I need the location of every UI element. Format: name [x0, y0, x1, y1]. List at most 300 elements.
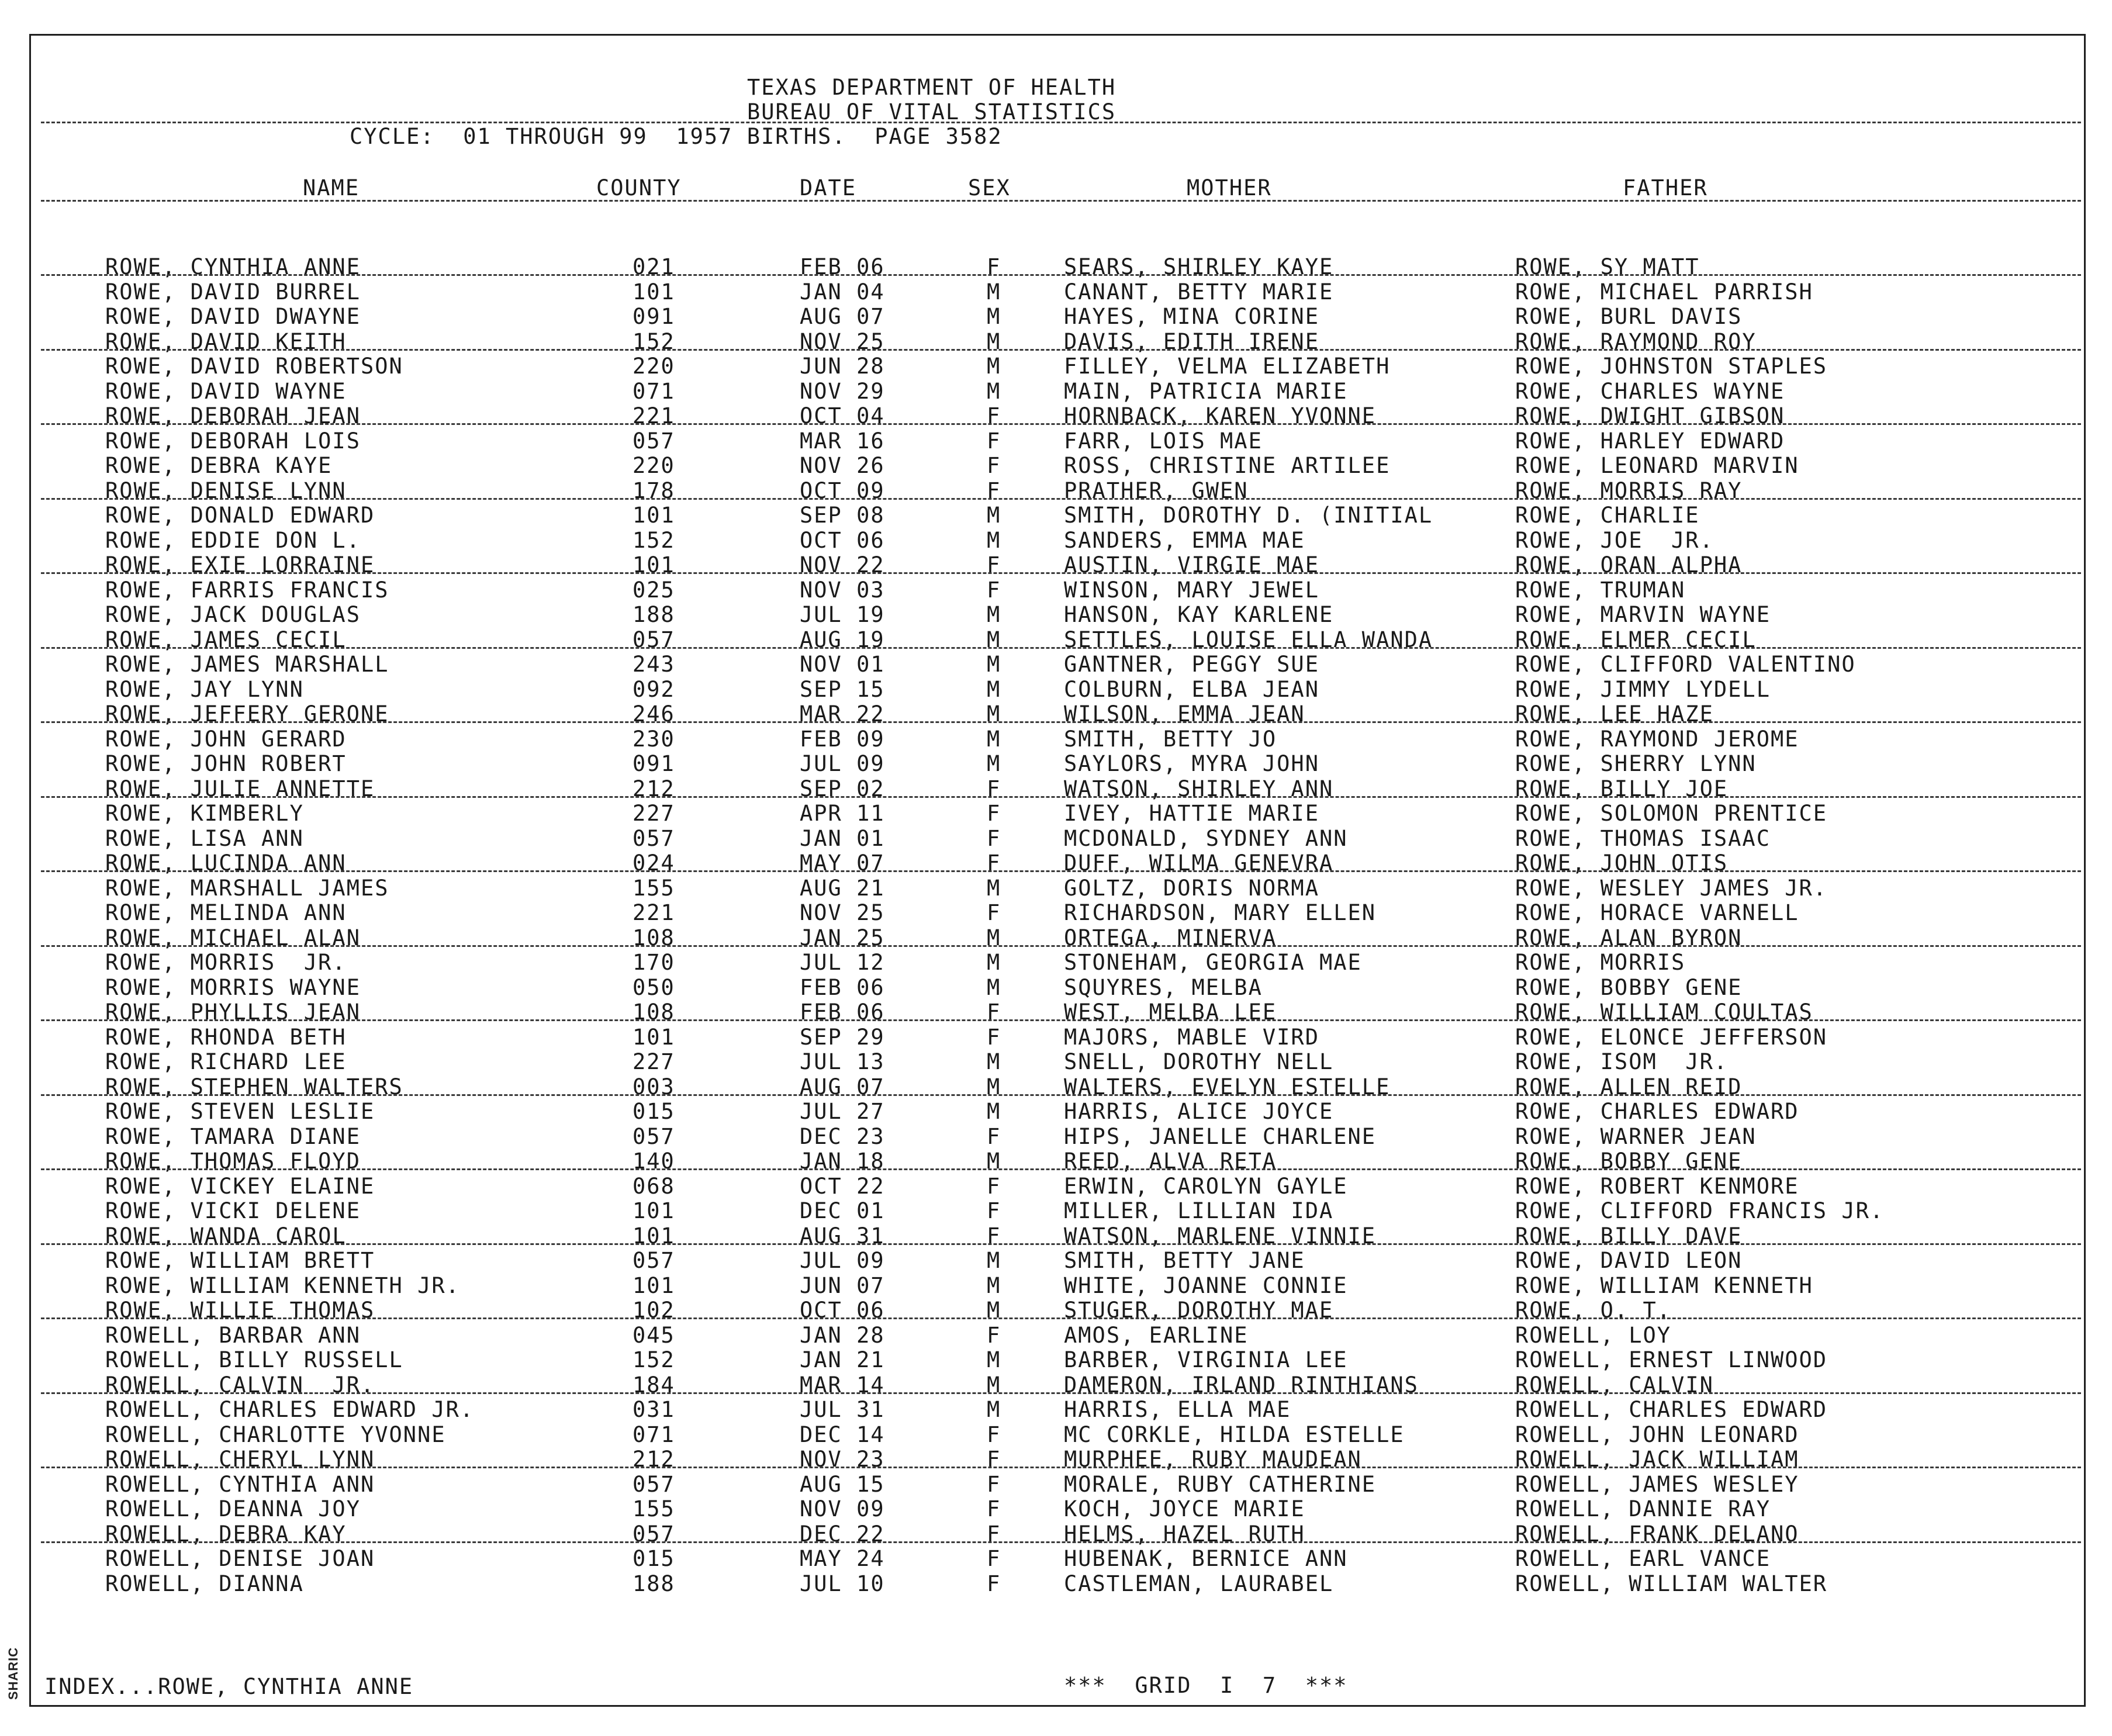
table-row	[0, 1572, 2112, 1596]
table-row	[0, 603, 2112, 627]
cell-county: 220	[632, 354, 675, 379]
cell-county: 155	[632, 876, 675, 901]
cell-sex: F	[987, 1546, 1001, 1571]
cell-mother: HUBENAK, BERNICE ANN	[1064, 1546, 1348, 1571]
cell-mother: MORALE, RUBY CATHERINE	[1064, 1472, 1377, 1497]
cell-sex: F	[987, 1025, 1001, 1050]
cell-date: NOV 22	[800, 552, 885, 577]
cell-name: ROWELL, DIANNA	[105, 1571, 304, 1596]
cell-mother: MURPHEE, RUBY MAUDEAN	[1064, 1447, 1362, 1472]
cell-mother: HARRIS, ALICE JOYCE	[1064, 1099, 1334, 1124]
cell-date: JAN 04	[800, 279, 885, 305]
cell-mother: HIPS, JANELLE CHARLENE	[1064, 1124, 1377, 1149]
cell-name: ROWE, JACK DOUGLAS	[105, 602, 361, 627]
table-row	[0, 429, 2112, 454]
cell-date: APR 11	[800, 801, 885, 826]
cell-sex: M	[987, 652, 1001, 677]
cell-father: ROWE, WILLIAM COULTAS	[1515, 1000, 1813, 1025]
cell-date: JUN 07	[800, 1273, 885, 1298]
cell-father: ROWE, MORRIS RAY	[1515, 478, 1743, 503]
cell-county: 170	[632, 950, 675, 975]
cell-sex: F	[987, 1198, 1001, 1223]
cell-father: ROWE, WILLIAM KENNETH	[1515, 1273, 1813, 1298]
row-group-divider	[41, 1243, 2081, 1245]
cell-county: 221	[632, 403, 675, 428]
cell-sex: M	[987, 627, 1001, 652]
cell-father: ROWE, CHARLES WAYNE	[1515, 379, 1785, 404]
row-group-divider	[41, 1392, 2081, 1394]
cell-mother: DAMERON, IRLAND RINTHIANS	[1064, 1372, 1419, 1398]
cell-date: NOV 03	[800, 577, 885, 603]
cell-father: ROWE, O. T.	[1515, 1298, 1672, 1323]
cell-mother: KOCH, JOYCE MARIE	[1064, 1496, 1305, 1521]
row-group-divider	[41, 796, 2081, 798]
cell-sex: M	[987, 727, 1001, 752]
footer-grid: *** GRID I 7 ***	[1064, 1673, 1348, 1698]
cell-county: 246	[632, 701, 675, 727]
table-row	[0, 1398, 2112, 1422]
cell-sex: F	[987, 1174, 1001, 1199]
cell-father: ROWELL, JACK WILLIAM	[1515, 1447, 1799, 1472]
cell-date: JUL 12	[800, 950, 885, 975]
cell-father: ROWE, JOHNSTON STAPLES	[1515, 354, 1828, 379]
cell-date: FEB 06	[800, 1000, 885, 1025]
cell-sex: M	[987, 304, 1001, 329]
column-header-sex: SEX	[968, 175, 1011, 200]
cell-father: ROWE, CHARLIE	[1515, 503, 1700, 528]
cell-mother: IVEY, HATTIE MARIE	[1064, 801, 1319, 826]
cell-county: 101	[632, 1223, 675, 1249]
cell-date: MAR 22	[800, 701, 885, 727]
cell-name: ROWE, DAVID ROBERTSON	[105, 354, 403, 379]
cell-father: ROWE, ELMER CECIL	[1515, 627, 1757, 652]
cell-county: 031	[632, 1397, 675, 1422]
cell-sex: F	[987, 1000, 1001, 1025]
table-row	[0, 280, 2112, 305]
cell-county: 152	[632, 1347, 675, 1372]
cell-sex: F	[987, 776, 1001, 801]
cell-sex: M	[987, 1099, 1001, 1124]
cell-county: 212	[632, 776, 675, 801]
cell-mother: HAYES, MINA CORINE	[1064, 304, 1319, 329]
cell-father: ROWE, CLIFFORD FRANCIS JR.	[1515, 1198, 1885, 1223]
cell-mother: WATSON, MARLENE VINNIE	[1064, 1223, 1377, 1249]
cell-name: ROWELL, BARBAR ANN	[105, 1323, 361, 1348]
cell-date: NOV 23	[800, 1447, 885, 1472]
cell-county: 140	[632, 1149, 675, 1174]
cell-father: ROWE, SOLOMON PRENTICE	[1515, 801, 1828, 826]
cell-county: 057	[632, 1521, 675, 1547]
cell-date: SEP 02	[800, 776, 885, 801]
cell-sex: M	[987, 701, 1001, 727]
cell-county: 057	[632, 1472, 675, 1497]
table-row	[0, 950, 2112, 975]
cell-county: 057	[632, 627, 675, 652]
cell-father: ROWE, ORAN ALPHA	[1515, 552, 1743, 577]
cell-date: NOV 29	[800, 379, 885, 404]
cell-name: ROWE, JOHN ROBERT	[105, 751, 347, 776]
cell-county: 050	[632, 975, 675, 1000]
cell-father: ROWELL, EARL VANCE	[1515, 1546, 1771, 1571]
cell-sex: F	[987, 552, 1001, 577]
table-row	[0, 379, 2112, 404]
cell-date: JUL 27	[800, 1099, 885, 1124]
cell-date: JAN 25	[800, 925, 885, 950]
cell-name: ROWE, WILLIAM BRETT	[105, 1248, 375, 1273]
cell-name: ROWE, MORRIS WAYNE	[105, 975, 361, 1000]
cell-county: 057	[632, 826, 675, 851]
table-row	[0, 1323, 2112, 1348]
cell-county: 227	[632, 1049, 675, 1074]
column-header-county: COUNTY	[596, 175, 682, 200]
cell-mother: ORTEGA, MINERVA	[1064, 925, 1277, 950]
side-stamp	[2, 1648, 26, 1701]
table-row	[0, 976, 2112, 1000]
cell-sex: M	[987, 379, 1001, 404]
table-row	[0, 901, 2112, 925]
cell-mother: GANTNER, PEGGY SUE	[1064, 652, 1319, 677]
cell-sex: F	[987, 1223, 1001, 1249]
cell-father: ROWELL, JAMES WESLEY	[1515, 1472, 1799, 1497]
cell-father: ROWE, BOBBY GENE	[1515, 1149, 1743, 1174]
cell-sex: M	[987, 602, 1001, 627]
cell-father: ROWE, WARNER JEAN	[1515, 1124, 1757, 1149]
cell-father: ROWELL, FRANK DELANO	[1515, 1521, 1799, 1547]
cell-sex: M	[987, 354, 1001, 379]
cell-father: ROWE, RAYMOND JEROME	[1515, 727, 1799, 752]
cell-name: ROWE, RHONDA BETH	[105, 1025, 347, 1050]
row-group-divider	[41, 1317, 2081, 1319]
cell-name: ROWELL, BILLY RUSSELL	[105, 1347, 403, 1372]
cell-father: ROWE, RAYMOND ROY	[1515, 329, 1757, 354]
row-group-divider	[41, 498, 2081, 500]
cell-name: ROWE, MICHAEL ALAN	[105, 925, 361, 950]
cell-date: JUL 31	[800, 1397, 885, 1422]
footer-index: INDEX...ROWE, CYNTHIA ANNE	[44, 1674, 414, 1699]
cell-mother: WILSON, EMMA JEAN	[1064, 701, 1305, 727]
row-group-divider	[41, 1019, 2081, 1021]
column-header-divider	[41, 200, 2081, 202]
cell-name: ROWE, WILLIAM KENNETH JR.	[105, 1273, 460, 1298]
table-row	[0, 677, 2112, 702]
cell-mother: WATSON, SHIRLEY ANN	[1064, 776, 1334, 801]
table-row	[0, 1050, 2112, 1074]
cell-mother: FARR, LOIS MAE	[1064, 428, 1263, 454]
table-row	[0, 826, 2112, 851]
cell-father: ROWE, JOHN OTIS	[1515, 850, 1729, 876]
cell-father: ROWE, MICHAEL PARRISH	[1515, 279, 1813, 305]
cell-name: ROWE, EDDIE DON L.	[105, 528, 361, 553]
cell-father: ROWE, ALLEN REID	[1515, 1074, 1743, 1099]
cell-county: 101	[632, 503, 675, 528]
cell-father: ROWELL, CALVIN	[1515, 1372, 1714, 1398]
table-row	[0, 1199, 2112, 1223]
cell-name: ROWE, DAVID WAYNE	[105, 379, 347, 404]
cell-mother: COLBURN, ELBA JEAN	[1064, 677, 1319, 702]
row-group-divider	[41, 572, 2081, 574]
cell-date: NOV 09	[800, 1496, 885, 1521]
cell-date: AUG 31	[800, 1223, 885, 1249]
cell-county: 071	[632, 379, 675, 404]
cell-sex: M	[987, 329, 1001, 354]
cell-mother: SMITH, DOROTHY D. (INITIAL	[1064, 503, 1433, 528]
cell-date: JUL 13	[800, 1049, 885, 1074]
cell-date: JAN 21	[800, 1347, 885, 1372]
cell-sex: F	[987, 1447, 1001, 1472]
cell-father: ROWELL, LOY	[1515, 1323, 1672, 1348]
cell-sex: F	[987, 1571, 1001, 1596]
cell-county: 091	[632, 751, 675, 776]
cell-name: ROWE, JAMES CECIL	[105, 627, 347, 652]
cell-father: ROWE, JIMMY LYDELL	[1515, 677, 1771, 702]
cell-sex: M	[987, 751, 1001, 776]
cell-date: MAR 14	[800, 1372, 885, 1398]
cell-sex: F	[987, 453, 1001, 478]
row-group-divider	[41, 721, 2081, 723]
cell-sex: M	[987, 975, 1001, 1000]
table-row	[0, 1348, 2112, 1372]
cell-mother: ROSS, CHRISTINE ARTILEE	[1064, 453, 1391, 478]
header-title: TEXAS DEPARTMENT OF HEALTH	[747, 75, 1117, 100]
cell-father: ROWE, ELONCE JEFFERSON	[1515, 1025, 1828, 1050]
cell-county: 108	[632, 925, 675, 950]
cell-father: ROWE, JOE JR.	[1515, 528, 1714, 553]
cell-mother: FILLEY, VELMA ELIZABETH	[1064, 354, 1391, 379]
cell-mother: WHITE, JOANNE CONNIE	[1064, 1273, 1348, 1298]
table-row	[0, 578, 2112, 603]
cell-mother: STONEHAM, GEORGIA MAE	[1064, 950, 1362, 975]
cell-father: ROWE, LEE HAZE	[1515, 701, 1714, 727]
cell-date: FEB 06	[800, 254, 885, 279]
cell-date: DEC 14	[800, 1422, 885, 1447]
cell-father: ROWE, MORRIS	[1515, 950, 1686, 975]
cell-name: ROWELL, DEBRA KAY	[105, 1521, 347, 1547]
table-row	[0, 652, 2112, 677]
row-group-divider	[41, 647, 2081, 649]
table-row	[0, 1174, 2112, 1199]
cell-date: JAN 18	[800, 1149, 885, 1174]
cell-name: ROWE, STEPHEN WALTERS	[105, 1074, 403, 1099]
cell-date: MAY 24	[800, 1546, 885, 1571]
cell-name: ROWE, MARSHALL JAMES	[105, 876, 389, 901]
table-row	[0, 1099, 2112, 1124]
cell-date: MAY 07	[800, 850, 885, 876]
cell-mother: SMITH, BETTY JO	[1064, 727, 1277, 752]
cell-name: ROWE, MELINDA ANN	[105, 900, 347, 925]
cell-county: 092	[632, 677, 675, 702]
cell-date: MAR 16	[800, 428, 885, 454]
cell-date: AUG 19	[800, 627, 885, 652]
cell-date: AUG 21	[800, 876, 885, 901]
cell-sex: F	[987, 254, 1001, 279]
table-row	[0, 1547, 2112, 1571]
cell-father: ROWE, MARVIN WAYNE	[1515, 602, 1771, 627]
cell-father: ROWE, BILLY JOE	[1515, 776, 1729, 801]
column-header-date: DATE	[800, 175, 857, 200]
cell-name: ROWE, DEBORAH LOIS	[105, 428, 361, 454]
cell-date: AUG 07	[800, 1074, 885, 1099]
cell-name: ROWE, JOHN GERARD	[105, 727, 347, 752]
cell-county: 091	[632, 304, 675, 329]
cell-father: ROWE, LEONARD MARVIN	[1515, 453, 1799, 478]
header-subtitle: BUREAU OF VITAL STATISTICS	[747, 99, 1117, 125]
table-row	[0, 1025, 2112, 1050]
cell-mother: HARRIS, ELLA MAE	[1064, 1397, 1291, 1422]
cell-county: 068	[632, 1174, 675, 1199]
records-table	[0, 255, 2112, 1599]
table-row	[0, 1472, 2112, 1497]
cell-sex: F	[987, 1422, 1001, 1447]
cell-mother: AMOS, EARLINE	[1064, 1323, 1249, 1348]
cell-name: ROWE, LISA ANN	[105, 826, 304, 851]
cell-sex: F	[987, 1472, 1001, 1497]
table-row	[0, 454, 2112, 478]
cell-date: JUN 28	[800, 354, 885, 379]
cell-date: NOV 25	[800, 900, 885, 925]
cell-father: ROWE, SHERRY LYNN	[1515, 751, 1757, 776]
cell-name: ROWELL, DEANNA JOY	[105, 1496, 361, 1521]
cell-name: ROWE, DAVID DWAYNE	[105, 304, 361, 329]
cell-mother: WINSON, MARY JEWEL	[1064, 577, 1319, 603]
cell-date: SEP 08	[800, 503, 885, 528]
cell-county: 152	[632, 329, 675, 354]
cell-date: JUL 19	[800, 602, 885, 627]
cell-mother: CASTLEMAN, LAURABEL	[1064, 1571, 1334, 1596]
cell-name: ROWE, PHYLLIS JEAN	[105, 1000, 361, 1025]
cell-date: AUG 15	[800, 1472, 885, 1497]
cell-father: ROWE, DAVID LEON	[1515, 1248, 1743, 1273]
cell-sex: F	[987, 1124, 1001, 1149]
cell-name: ROWE, THOMAS FLOYD	[105, 1149, 361, 1174]
cell-name: ROWE, DONALD EDWARD	[105, 503, 375, 528]
cell-sex: M	[987, 1049, 1001, 1074]
cell-date: OCT 06	[800, 528, 885, 553]
cell-father: ROWELL, JOHN LEONARD	[1515, 1422, 1799, 1447]
column-header-father: FATHER	[1623, 175, 1708, 200]
cell-county: 243	[632, 652, 675, 677]
table-row	[0, 1423, 2112, 1447]
cell-date: FEB 09	[800, 727, 885, 752]
cell-name: ROWE, DAVID KEITH	[105, 329, 347, 354]
cell-county: 178	[632, 478, 675, 503]
cell-sex: F	[987, 1521, 1001, 1547]
cell-mother: AUSTIN, VIRGIE MAE	[1064, 552, 1319, 577]
cell-father: ROWE, TRUMAN	[1515, 577, 1686, 603]
cell-mother: PRATHER, GWEN	[1064, 478, 1249, 503]
cell-name: ROWE, JAY LYNN	[105, 677, 304, 702]
cell-county: 212	[632, 1447, 675, 1472]
cell-county: 003	[632, 1074, 675, 1099]
cell-county: 071	[632, 1422, 675, 1447]
row-group-divider	[41, 945, 2081, 947]
cell-father: ROWE, CHARLES EDWARD	[1515, 1099, 1799, 1124]
cell-sex: F	[987, 478, 1001, 503]
cell-county: 101	[632, 552, 675, 577]
cell-county: 108	[632, 1000, 675, 1025]
column-header-mother: MOTHER	[1187, 175, 1272, 200]
table-row	[0, 1249, 2112, 1273]
row-group-divider	[41, 423, 2081, 425]
row-group-divider	[41, 1094, 2081, 1096]
cell-name: ROWE, RICHARD LEE	[105, 1049, 347, 1074]
cell-county: 220	[632, 453, 675, 478]
cell-mother: MAJORS, MABLE VIRD	[1064, 1025, 1319, 1050]
cell-date: OCT 22	[800, 1174, 885, 1199]
cell-mother: SANDERS, EMMA MAE	[1064, 528, 1305, 553]
cell-mother: DUFF, WILMA GENEVRA	[1064, 850, 1334, 876]
row-group-divider	[41, 1168, 2081, 1170]
cell-mother: SQUYRES, MELBA	[1064, 975, 1263, 1000]
table-row	[0, 503, 2112, 528]
cell-name: ROWE, LUCINDA ANN	[105, 850, 347, 876]
cell-name: ROWE, JAMES MARSHALL	[105, 652, 389, 677]
cell-mother: WEST, MELBA LEE	[1064, 1000, 1277, 1025]
cell-father: ROWE, WESLEY JAMES JR.	[1515, 876, 1828, 901]
cell-sex: M	[987, 503, 1001, 528]
cell-sex: M	[987, 1248, 1001, 1273]
cell-county: 101	[632, 1198, 675, 1223]
cell-county: 025	[632, 577, 675, 603]
cell-county: 227	[632, 801, 675, 826]
cell-sex: M	[987, 677, 1001, 702]
cell-sex: F	[987, 428, 1001, 454]
cell-sex: M	[987, 1273, 1001, 1298]
column-header-name: NAME	[303, 175, 360, 200]
cell-sex: F	[987, 801, 1001, 826]
cell-mother: RICHARDSON, MARY ELLEN	[1064, 900, 1377, 925]
cell-county: 057	[632, 428, 675, 454]
cycle-line: CYCLE: 01 THROUGH 99 1957 BIRTHS. PAGE 3582	[350, 124, 1003, 149]
cell-sex: M	[987, 1372, 1001, 1398]
cell-date: NOV 26	[800, 453, 885, 478]
cell-county: 188	[632, 1571, 675, 1596]
cell-mother: CANANT, BETTY MARIE	[1064, 279, 1334, 305]
cell-date: JAN 01	[800, 826, 885, 851]
cell-name: ROWE, VICKEY ELAINE	[105, 1174, 375, 1199]
cell-mother: MCDONALD, SYDNEY ANN	[1064, 826, 1348, 851]
table-row	[0, 876, 2112, 901]
cell-county: 015	[632, 1546, 675, 1571]
cell-mother: DAVIS, EDITH IRENE	[1064, 329, 1319, 354]
cell-sex: M	[987, 1149, 1001, 1174]
table-row	[0, 801, 2112, 826]
cell-name: ROWE, JEFFERY GERONE	[105, 701, 389, 727]
cell-mother: MILLER, LILLIAN IDA	[1064, 1198, 1334, 1223]
cell-father: ROWE, BURL DAVIS	[1515, 304, 1743, 329]
cell-mother: SETTLES, LOUISE ELLA WANDA	[1064, 627, 1433, 652]
cell-county: 024	[632, 850, 675, 876]
cell-name: ROWE, MORRIS JR.	[105, 950, 347, 975]
cell-name: ROWE, CYNTHIA ANNE	[105, 254, 361, 279]
cell-sex: F	[987, 900, 1001, 925]
cell-name: ROWE, WANDA CAROL	[105, 1223, 347, 1249]
cell-name: ROWE, DEBRA KAYE	[105, 453, 333, 478]
cell-name: ROWE, DENISE LYNN	[105, 478, 347, 503]
cell-name: ROWELL, DENISE JOAN	[105, 1546, 375, 1571]
cell-date: NOV 25	[800, 329, 885, 354]
cell-county: 101	[632, 1025, 675, 1050]
cell-date: JUL 10	[800, 1571, 885, 1596]
cell-sex: M	[987, 1397, 1001, 1422]
cell-name: ROWELL, CHERYL LYNN	[105, 1447, 375, 1472]
cell-sex: F	[987, 1496, 1001, 1521]
cell-sex: M	[987, 1298, 1001, 1323]
cell-date: OCT 09	[800, 478, 885, 503]
cell-county: 021	[632, 254, 675, 279]
cell-father: ROWE, BOBBY GENE	[1515, 975, 1743, 1000]
cell-date: AUG 07	[800, 304, 885, 329]
cell-father: ROWE, CLIFFORD VALENTINO	[1515, 652, 1856, 677]
